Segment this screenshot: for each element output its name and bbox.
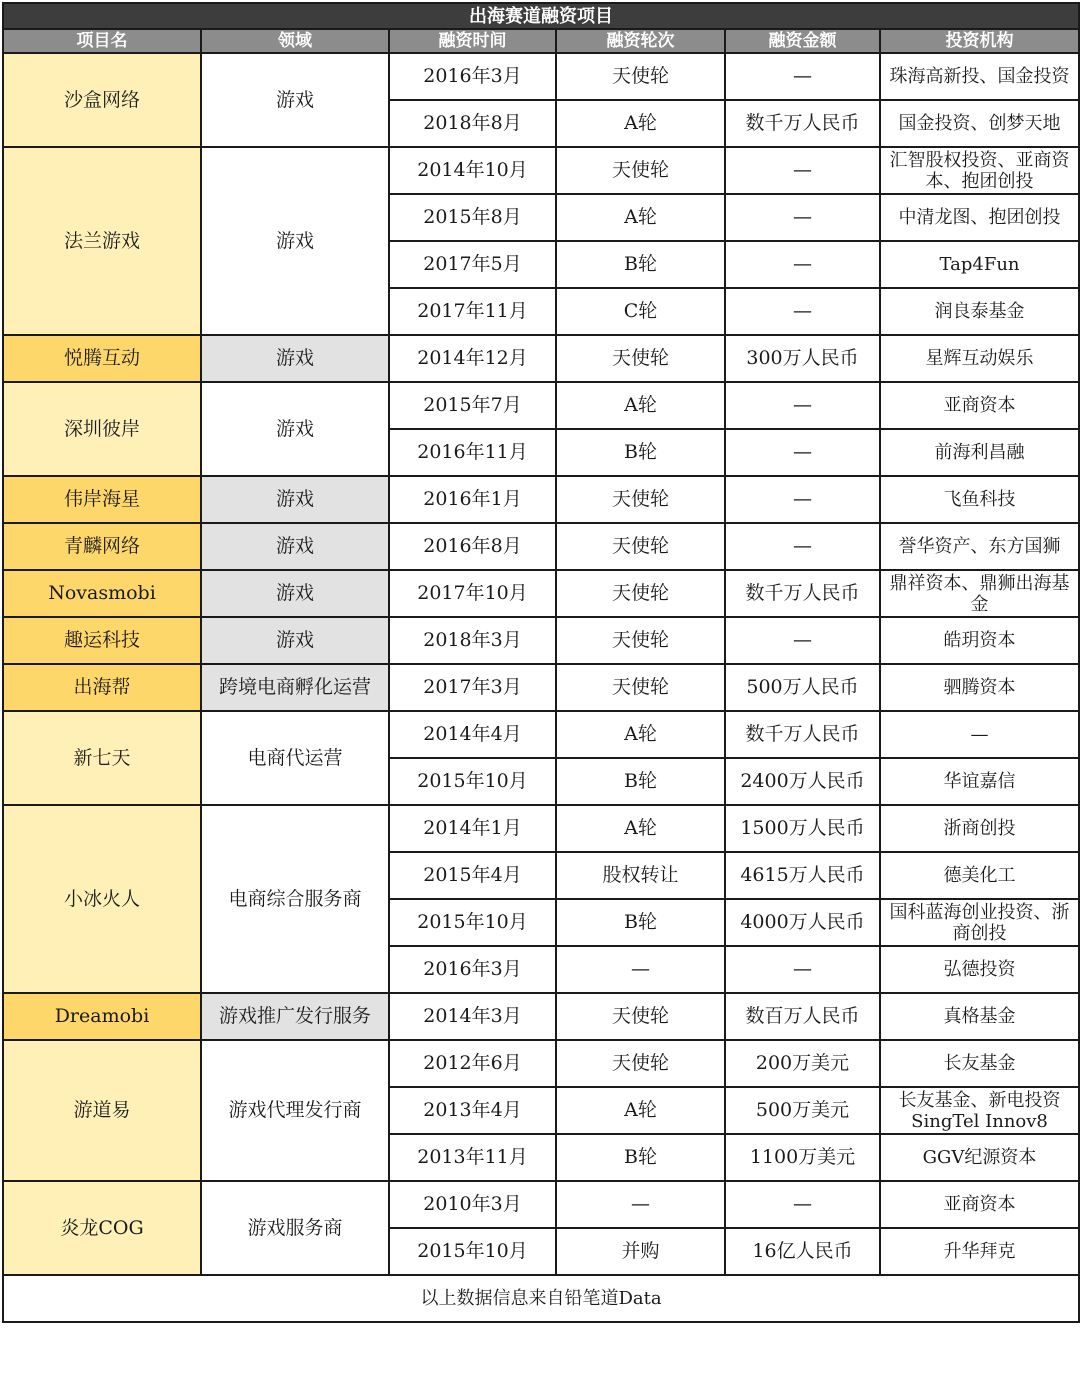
time-cell: 2014年10月: [389, 147, 556, 194]
investors-cell: 长友基金: [880, 1040, 1079, 1087]
investors-cell: 中清龙图、抱团创投: [880, 194, 1079, 241]
investors-cell: 华谊嘉信: [880, 758, 1079, 805]
amount-cell: —: [725, 617, 880, 664]
amount-cell: 300万人民币: [725, 335, 880, 382]
table-row: [3, 476, 1079, 523]
amount-cell: 1100万美元: [725, 1134, 880, 1181]
column-header-project: 项目名: [3, 29, 201, 53]
amount-cell: —: [725, 147, 880, 194]
investors-cell: 国科蓝海创业投资、浙商创投: [880, 899, 1079, 946]
field-cell: 跨境电商孵化运营: [201, 664, 389, 711]
amount-cell: 200万美元: [725, 1040, 880, 1087]
table-body: [3, 53, 1079, 1275]
round-cell: C轮: [556, 288, 725, 335]
data-source-note: 以上数据信息来自铅笔道Data: [3, 1275, 1079, 1322]
table-row: [3, 382, 1079, 429]
round-cell: A轮: [556, 100, 725, 147]
round-cell: 天使轮: [556, 664, 725, 711]
time-cell: 2015年4月: [389, 852, 556, 899]
table-title: 出海赛道融资项目: [3, 3, 1079, 29]
financing-table-container: [2, 2, 1078, 1323]
round-cell: B轮: [556, 429, 725, 476]
time-cell: 2017年11月: [389, 288, 556, 335]
table-row: [3, 1040, 1079, 1087]
round-cell: 天使轮: [556, 570, 725, 617]
investors-cell: 星辉互动娱乐: [880, 335, 1079, 382]
investors-cell: 誉华资产、东方国狮: [880, 523, 1079, 570]
field-cell: 游戏: [201, 570, 389, 617]
table-row: [3, 664, 1079, 711]
investors-cell: 弘德投资: [880, 946, 1079, 993]
amount-cell: 数千万人民币: [725, 711, 880, 758]
project-name-cell: 出海帮: [3, 664, 201, 711]
column-header-time: 融资时间: [389, 29, 556, 53]
round-cell: 天使轮: [556, 476, 725, 523]
investors-cell: 亚商资本: [880, 382, 1079, 429]
time-cell: 2016年8月: [389, 523, 556, 570]
time-cell: 2015年8月: [389, 194, 556, 241]
project-name-cell: 伟岸海星: [3, 476, 201, 523]
time-cell: 2018年8月: [389, 100, 556, 147]
time-cell: 2016年3月: [389, 53, 556, 100]
field-cell: 游戏服务商: [201, 1181, 389, 1275]
investors-cell: 驷腾资本: [880, 664, 1079, 711]
investors-cell: —: [880, 711, 1079, 758]
field-cell: 游戏: [201, 53, 389, 147]
round-cell: 天使轮: [556, 993, 725, 1040]
round-cell: B轮: [556, 1134, 725, 1181]
amount-cell: 数千万人民币: [725, 570, 880, 617]
amount-cell: 500万美元: [725, 1087, 880, 1134]
amount-cell: —: [725, 194, 880, 241]
amount-cell: —: [725, 476, 880, 523]
time-cell: 2013年11月: [389, 1134, 556, 1181]
table-row: [3, 617, 1079, 664]
time-cell: 2017年5月: [389, 241, 556, 288]
time-cell: 2015年7月: [389, 382, 556, 429]
amount-cell: —: [725, 241, 880, 288]
table-row: [3, 523, 1079, 570]
investors-cell: 前海利昌融: [880, 429, 1079, 476]
round-cell: B轮: [556, 899, 725, 946]
round-cell: 天使轮: [556, 53, 725, 100]
project-name-cell: 炎龙COG: [3, 1181, 201, 1275]
project-name-cell: 趣运科技: [3, 617, 201, 664]
field-cell: 游戏推广发行服务: [201, 993, 389, 1040]
round-cell: A轮: [556, 805, 725, 852]
project-name-cell: 新七天: [3, 711, 201, 805]
amount-cell: —: [725, 382, 880, 429]
field-cell: 游戏: [201, 147, 389, 335]
project-name-cell: 青麟网络: [3, 523, 201, 570]
time-cell: 2010年3月: [389, 1181, 556, 1228]
investors-cell: GGV纪源资本: [880, 1134, 1079, 1181]
time-cell: 2016年11月: [389, 429, 556, 476]
field-cell: 游戏: [201, 523, 389, 570]
amount-cell: 数百万人民币: [725, 993, 880, 1040]
field-cell: 游戏: [201, 476, 389, 523]
round-cell: 天使轮: [556, 617, 725, 664]
time-cell: 2016年1月: [389, 476, 556, 523]
round-cell: 天使轮: [556, 1040, 725, 1087]
time-cell: 2012年6月: [389, 1040, 556, 1087]
investors-cell: 亚商资本: [880, 1181, 1079, 1228]
table-row: [3, 711, 1079, 758]
round-cell: B轮: [556, 241, 725, 288]
investors-cell: 汇智股权投资、亚商资本、抱团创投: [880, 147, 1079, 194]
table-row: [3, 335, 1079, 382]
amount-cell: 4000万人民币: [725, 899, 880, 946]
column-header-field: 领域: [201, 29, 389, 53]
amount-cell: —: [725, 523, 880, 570]
time-cell: 2014年1月: [389, 805, 556, 852]
round-cell: A轮: [556, 711, 725, 758]
amount-cell: 2400万人民币: [725, 758, 880, 805]
investors-cell: 润良泰基金: [880, 288, 1079, 335]
project-name-cell: 游道易: [3, 1040, 201, 1181]
field-cell: 游戏: [201, 382, 389, 476]
project-name-cell: 沙盒网络: [3, 53, 201, 147]
investors-cell: 国金投资、创梦天地: [880, 100, 1079, 147]
investors-cell: 珠海高新投、国金投资: [880, 53, 1079, 100]
amount-cell: 数千万人民币: [725, 100, 880, 147]
investors-cell: 长友基金、新电投资SingTel Innov8: [880, 1087, 1079, 1134]
time-cell: 2014年3月: [389, 993, 556, 1040]
time-cell: 2018年3月: [389, 617, 556, 664]
time-cell: 2017年10月: [389, 570, 556, 617]
field-cell: 游戏代理发行商: [201, 1040, 389, 1181]
round-cell: A轮: [556, 382, 725, 429]
table-row: [3, 53, 1079, 100]
round-cell: 天使轮: [556, 523, 725, 570]
field-cell: 电商代运营: [201, 711, 389, 805]
round-cell: 并购: [556, 1228, 725, 1275]
table-row: [3, 570, 1079, 617]
time-cell: 2015年10月: [389, 1228, 556, 1275]
financing-table: [2, 2, 1080, 1323]
amount-cell: 1500万人民币: [725, 805, 880, 852]
investors-cell: 浙商创投: [880, 805, 1079, 852]
investors-cell: 德美化工: [880, 852, 1079, 899]
amount-cell: —: [725, 288, 880, 335]
table-row: [3, 1181, 1079, 1228]
field-cell: 游戏: [201, 617, 389, 664]
time-cell: 2015年10月: [389, 758, 556, 805]
amount-cell: 500万人民币: [725, 664, 880, 711]
field-cell: 电商综合服务商: [201, 805, 389, 993]
amount-cell: —: [725, 53, 880, 100]
time-cell: 2014年12月: [389, 335, 556, 382]
investors-cell: 真格基金: [880, 993, 1079, 1040]
amount-cell: 4615万人民币: [725, 852, 880, 899]
project-name-cell: 深圳彼岸: [3, 382, 201, 476]
round-cell: A轮: [556, 1087, 725, 1134]
investors-cell: 升华拜克: [880, 1228, 1079, 1275]
time-cell: 2015年10月: [389, 899, 556, 946]
investors-cell: Tap4Fun: [880, 241, 1079, 288]
table-row: [3, 805, 1079, 852]
field-cell: 游戏: [201, 335, 389, 382]
amount-cell: 16亿人民币: [725, 1228, 880, 1275]
table-row: [3, 147, 1079, 194]
project-name-cell: 小冰火人: [3, 805, 201, 993]
time-cell: 2017年3月: [389, 664, 556, 711]
round-cell: B轮: [556, 758, 725, 805]
amount-cell: —: [725, 1181, 880, 1228]
amount-cell: —: [725, 946, 880, 993]
round-cell: —: [556, 946, 725, 993]
column-header-round: 融资轮次: [556, 29, 725, 53]
column-header-investors: 投资机构: [880, 29, 1079, 53]
round-cell: —: [556, 1181, 725, 1228]
investors-cell: 飞鱼科技: [880, 476, 1079, 523]
round-cell: A轮: [556, 194, 725, 241]
round-cell: 股权转让: [556, 852, 725, 899]
amount-cell: —: [725, 429, 880, 476]
column-header-amount: 融资金额: [725, 29, 880, 53]
investors-cell: 皓玥资本: [880, 617, 1079, 664]
project-name-cell: 法兰游戏: [3, 147, 201, 335]
time-cell: 2013年4月: [389, 1087, 556, 1134]
investors-cell: 鼎祥资本、鼎狮出海基金: [880, 570, 1079, 617]
round-cell: 天使轮: [556, 147, 725, 194]
time-cell: 2016年3月: [389, 946, 556, 993]
project-name-cell: Dreamobi: [3, 993, 201, 1040]
header-row: [3, 29, 1079, 53]
round-cell: 天使轮: [556, 335, 725, 382]
table-row: [3, 993, 1079, 1040]
time-cell: 2014年4月: [389, 711, 556, 758]
project-name-cell: 悦腾互动: [3, 335, 201, 382]
project-name-cell: Novasmobi: [3, 570, 201, 617]
